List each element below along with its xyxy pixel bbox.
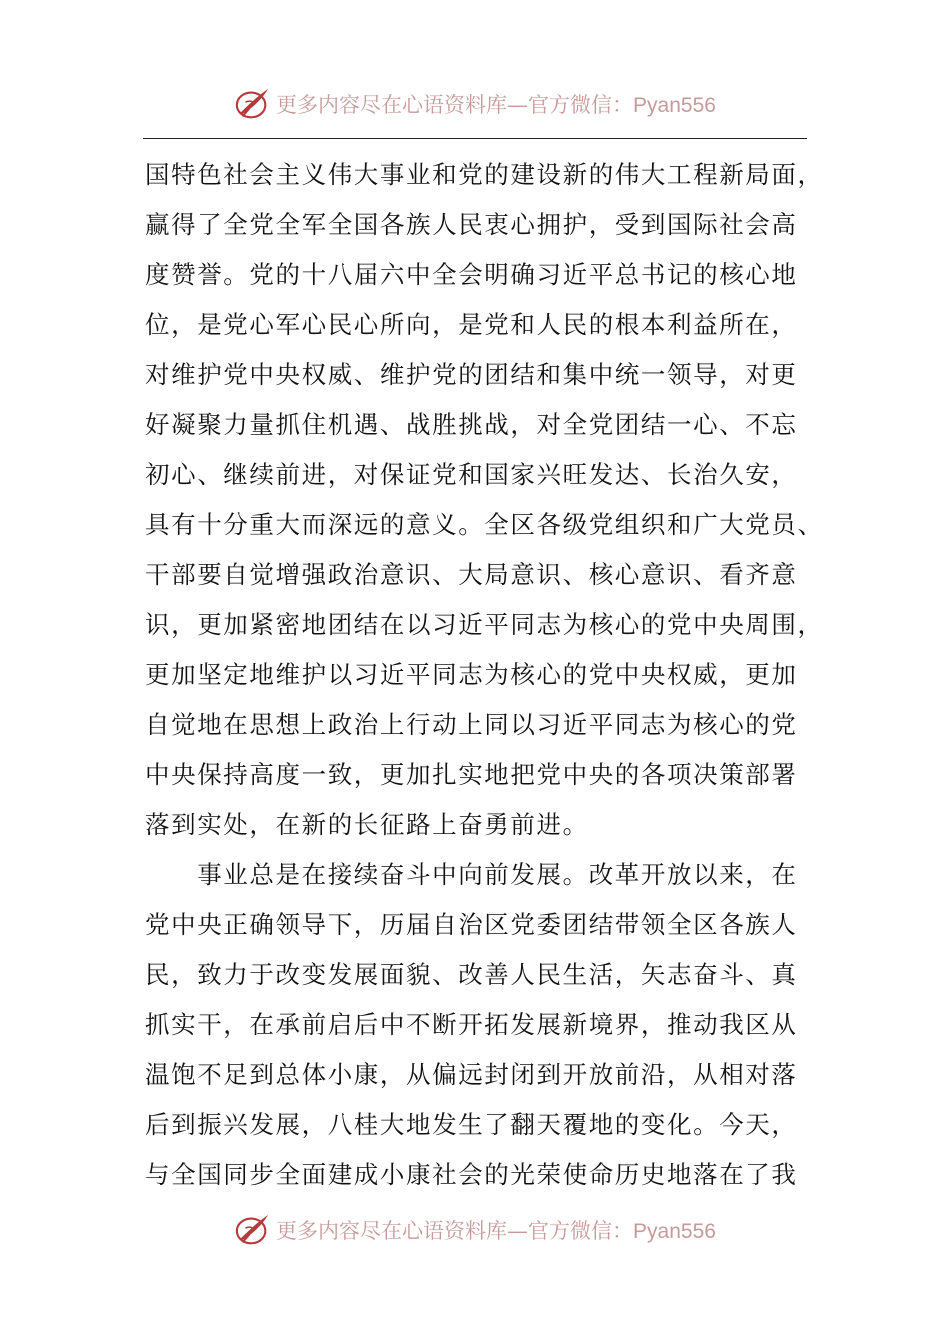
body-text-line: 干部要自觉增强政治意识、大局意识、核心意识、看齐意	[145, 560, 798, 589]
body-text-line: 温饱不足到总体小康，从偏远封闭到开放前沿，从相对落	[145, 1060, 798, 1089]
body-text-line: 国特色社会主义伟大事业和党的建设新的伟大工程新局面，	[145, 160, 824, 189]
body-text-line: 落到实处，在新的长征路上奋勇前进。	[145, 810, 589, 839]
body-text-line: 度赞誉。党的十八届六中全会明确习近平总书记的核心地	[145, 260, 798, 289]
footer-watermark	[0, 1210, 950, 1250]
document-body	[145, 150, 824, 1200]
body-text-line: 位，是党心军心民心所向，是党和人民的根本利益所在，	[145, 310, 798, 339]
body-text-line: 抓实干，在承前启后中不断开拓发展新境界，推动我区从	[145, 1010, 798, 1039]
header-watermark-text: 更多内容尽在心语资料库—官方微信：Pyan556	[276, 93, 716, 117]
body-text-line: 好凝聚力量抓住机遇、战胜挑战，对全党团结一心、不忘	[145, 410, 798, 439]
footer-watermark-text: 更多内容尽在心语资料库—官方微信：Pyan556	[276, 1219, 716, 1243]
body-text-line: 赢得了全党全军全国各族人民衷心拥护，受到国际社会高	[145, 210, 798, 239]
body-text-line: 更加坚定地维护以习近平同志为核心的党中央权威，更加	[145, 660, 798, 689]
body-text-line: 民，致力于改变发展面貌、改善人民生活，矢志奋斗、真	[145, 960, 798, 989]
body-text-line: 对维护党中央权威、维护党的团结和集中统一领导，对更	[145, 360, 798, 389]
body-text-line: 自觉地在思想上政治上行动上同以习近平同志为核心的党	[145, 710, 798, 739]
body-text-line: 事业总是在接续奋斗中向前发展。改革开放以来，在	[145, 860, 798, 889]
quill-logo-icon	[234, 1211, 272, 1249]
header-rule	[143, 138, 807, 139]
body-text-line: 具有十分重大而深远的意义。全区各级党组织和广大党员、	[145, 510, 824, 539]
header-watermark	[0, 84, 950, 124]
body-text-line: 初心、继续前进，对保证党和国家兴旺发达、长治久安，	[145, 460, 798, 489]
header-watermark-id: Pyan556	[633, 94, 716, 117]
body-text-line: 后到振兴发展，八桂大地发生了翻天覆地的变化。今天，	[145, 1110, 798, 1139]
body-text-line: 与全国同步全面建成小康社会的光荣使命历史地落在了我	[145, 1160, 798, 1189]
body-text-line: 中央保持高度一致，更加扎实地把党中央的各项决策部署	[145, 760, 798, 789]
quill-logo-icon	[234, 85, 272, 123]
body-text-line: 识，更加紧密地团结在以习近平同志为核心的党中央周围，	[145, 610, 824, 639]
footer-watermark-id: Pyan556	[633, 1220, 716, 1243]
body-text-line: 党中央正确领导下，历届自治区党委团结带领全区各族人	[145, 910, 798, 939]
